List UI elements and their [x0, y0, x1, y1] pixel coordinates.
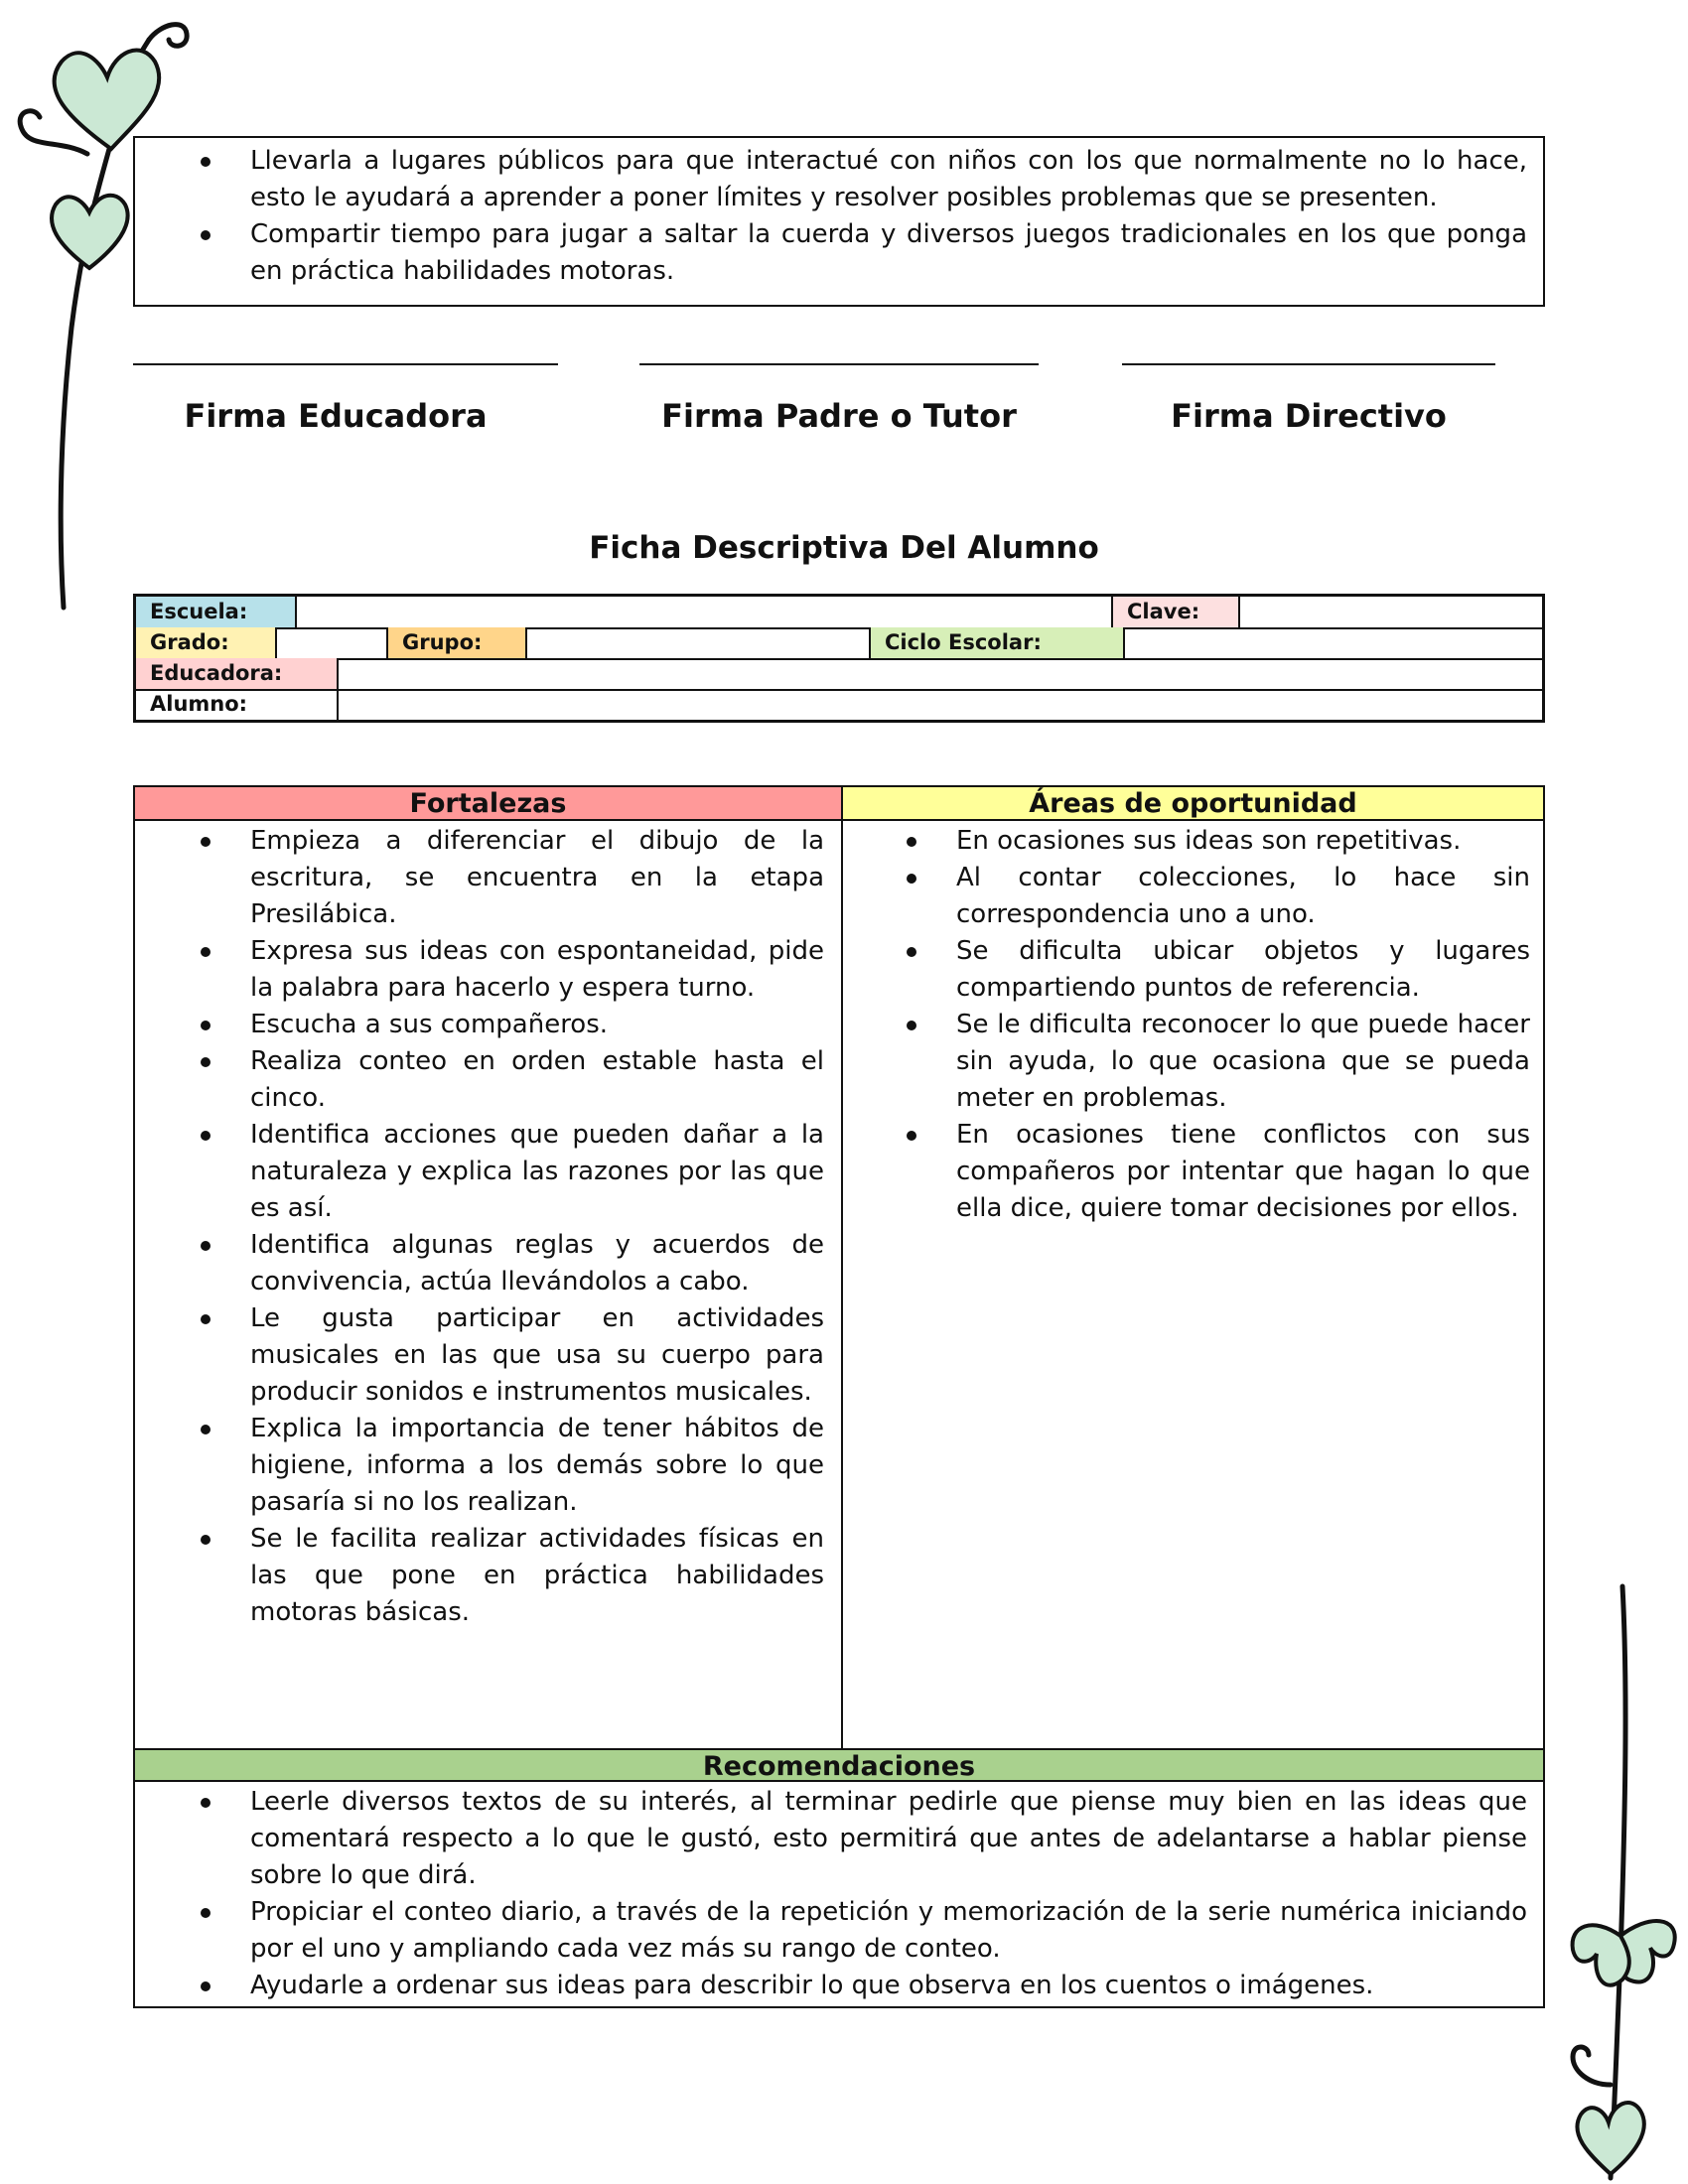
grupo-label: Grupo: — [388, 627, 527, 658]
recomendaciones-list — [135, 1784, 1527, 2004]
descriptive-table — [133, 785, 1545, 2008]
clave-label: Clave: — [1113, 597, 1240, 627]
signature-label-educadora: Firma Educadora — [184, 397, 488, 435]
list-item: Expresa sus ideas con espontaneidad, pide la palabra para hacerlo y espera turno. — [135, 933, 824, 1007]
list-item: Se dificulta ubicar objetos y lugares compartiendo puntos de referencia. — [841, 933, 1530, 1007]
ciclo-escolar-value — [1125, 627, 1542, 658]
list-item: Se le facilita realizar actividades físicas en las que pone en práctica habilidades motoras básicas. — [135, 1521, 824, 1631]
clave-value — [1240, 597, 1542, 627]
list-item: Escucha a sus compañeros. — [135, 1007, 824, 1043]
educadora-value — [339, 658, 1542, 689]
list-item: En ocasiones tiene conflictos con sus compañeros por intentar que hagan lo que ella dice, quiere tomar decisiones por ellos. — [841, 1117, 1530, 1227]
recomendaciones-header: Recomendaciones — [135, 1748, 1543, 1782]
fortalezas-list — [135, 823, 824, 1631]
page-title: Ficha Descriptiva Del Alumno — [589, 530, 1099, 566]
list-item: Le gusta participar en actividades musicales en las que usa su cuerpo para producir sonidos e instrumentos musicales. — [135, 1300, 824, 1411]
list-item: Identifica algunas reglas y acuerdos de convivencia, actúa llevándolos a cabo. — [135, 1227, 824, 1300]
list-item: Identifica acciones que pueden dañar a la naturaleza y explica las razones por las que es así. — [135, 1117, 824, 1227]
educadora-label: Educadora: — [136, 658, 339, 689]
list-item: Leerle diversos textos de su interés, al terminar pedirle que piense muy bien en las ideas que comentará respecto a lo que le gustó, esto permitirá que antes de adelantarse a hablar piense sobre lo que dirá. — [135, 1784, 1527, 1894]
areas-list — [841, 823, 1530, 1227]
fortalezas-header: Fortalezas — [135, 787, 841, 821]
signature-line-directivo — [1122, 363, 1495, 365]
signature-label-padre: Firma Padre o Tutor — [661, 397, 1017, 435]
alumno-label: Alumno: — [136, 689, 339, 720]
signature-label-directivo: Firma Directivo — [1171, 397, 1447, 435]
grado-value — [277, 627, 388, 658]
list-item: Explica la importancia de tener hábitos de higiene, informa a los demás sobre lo que pasaría si no los realizan. — [135, 1411, 824, 1521]
list-item: Propiciar el conteo diario, a través de la repetición y memorización de la serie numérica iniciando por el uno y ampliando cada vez más su rango de conteo. — [135, 1894, 1527, 1968]
list-item: Ayudarle a ordenar sus ideas para describir lo que observa en los cuentos o imágenes. — [135, 1968, 1527, 2004]
list-item: Compartir tiempo para jugar a saltar la cuerda y diversos juegos tradicionales en los que ponga en práctica habilidades motoras. — [135, 216, 1527, 290]
list-item: Se le dificulta reconocer lo que puede hacer sin ayuda, lo que ocasiona que se pueda meter en problemas. — [841, 1007, 1530, 1117]
alumno-value — [339, 689, 1542, 720]
list-item: Llevarla a lugares públicos para que interactué con niños con los que normalmente no lo hace, esto le ayudará a aprender a poner límites y resolver posibles problemas que se presenten. — [135, 143, 1527, 216]
grado-label: Grado: — [136, 627, 277, 658]
student-info-table — [133, 594, 1545, 723]
list-item: Al contar colecciones, lo hace sin correspondencia uno a uno. — [841, 860, 1530, 933]
areas-header: Áreas de oportunidad — [841, 787, 1543, 821]
vine-leaf-decoration-top-left — [0, 0, 218, 615]
signature-line-padre — [639, 363, 1039, 365]
ciclo-escolar-label: Ciclo Escolar: — [871, 627, 1125, 658]
escuela-label: Escuela: — [136, 597, 297, 627]
escuela-value — [297, 597, 1113, 627]
continued-recommendations-box — [133, 136, 1545, 307]
signature-line-educadora — [133, 363, 558, 365]
list-item: Empieza a diferenciar el dibujo de la escritura, se encuentra en la etapa Presilábica. — [135, 823, 824, 933]
grupo-value — [527, 627, 871, 658]
list-item: En ocasiones sus ideas son repetitivas. — [841, 823, 1530, 860]
list-item: Realiza conteo en orden estable hasta el cinco. — [135, 1043, 824, 1117]
